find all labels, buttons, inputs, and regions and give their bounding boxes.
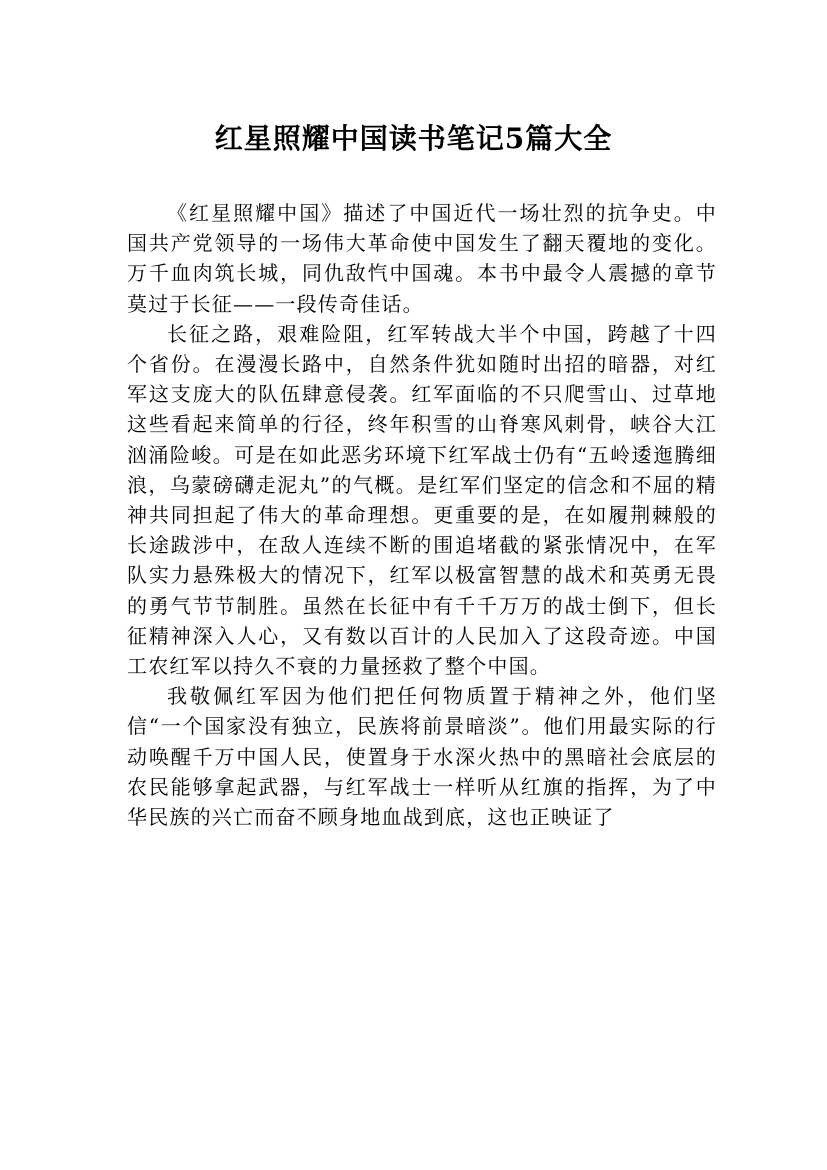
page-title: 红星照耀中国读书笔记5篇大全 [214, 121, 613, 155]
paragraph-2: 长征之路，艰难险阻，红军转战大半个中国，跨越了十四个省份。在漫漫长路中，自然条件犹如随时出招的暗器，对红军这支庞大的队伍肆意侵袭。红军面临的不只爬雪山、过草地这些看起来简单的行径，终年积雪的山脊寒风刺骨，峡谷大江汹涌险峻。可是在如此恶劣环境下红军战士仍有“五岭逶迤腾细浪，乌蒙磅礴走泥丸”的气概。是红军们坚定的信念和不屈的精神共同担起了伟大的革命理想。更重要的是，在如履荆棘般的长途跋涉中，在敌人连续不断的围追堵截的紧张情况中，在军队实力悬殊极大的情况下，红军以极富智慧的战术和英勇无畏的勇气节节制胜。虽然在长征中有千千万万的战士倒下，但长征精神深入人心，又有数以百计的人民加入了这段奇迹。中国工农红军以持久不衰的力量拯救了整个中国。 [127, 321, 717, 679]
article-body [127, 198, 717, 832]
paragraph-3: 我敬佩红军因为他们把任何物质置于精神之外，他们坚信“一个国家没有独立，民族将前景暗淡”。他们用最实际的行动唤醒千万中国人民，使置身于水深火热中的黑暗社会底层的农民能够拿起武器，与红军战士一样听从红旗的指挥，为了中华民族的兴亡而奋不顾身地血战到底，这也正映证了 [127, 684, 717, 830]
paragraph-1: 《红星照耀中国》描述了中国近代一场壮烈的抗争史。中国共产党领导的一场伟大革命使中国发生了翻天覆地的变化。万千血肉筑长城，同仇敌忾中国魂。本书中最令人震撼的章节莫过于长征——一段传奇佳话。 [127, 201, 717, 316]
